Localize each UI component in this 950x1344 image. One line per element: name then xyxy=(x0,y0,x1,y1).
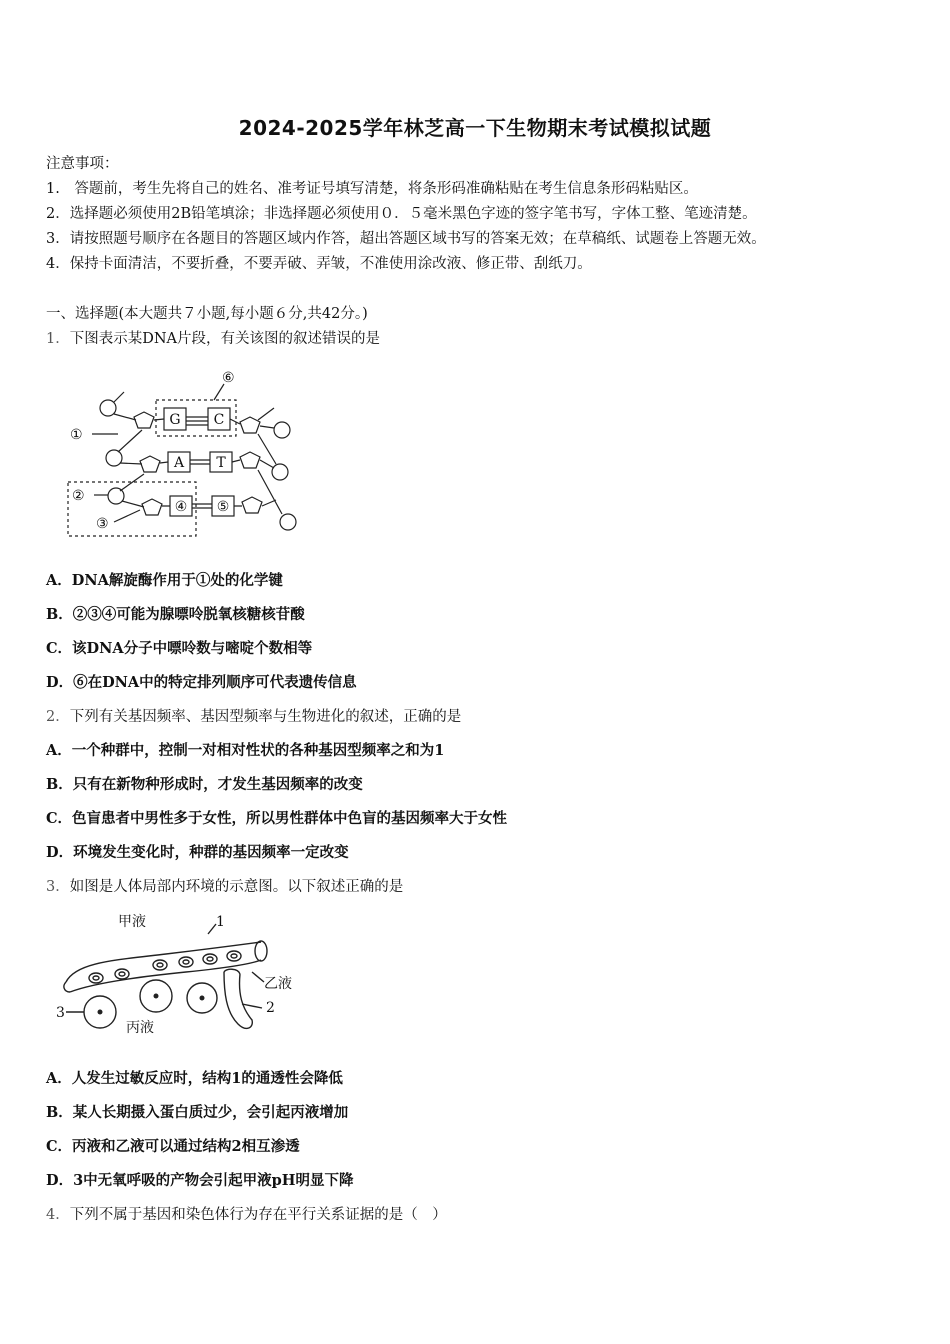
capillary-end xyxy=(255,941,267,961)
page-title: 2024-2025学年林芝高一下生物期末考试模拟试题 xyxy=(238,116,712,140)
question-number: 3． xyxy=(46,879,70,895)
option-b: B．②③④可能为腺嘌呤脱氧核糖核苷酸 xyxy=(46,606,305,623)
structure-label: 3 xyxy=(56,1005,65,1021)
red-blood-cell xyxy=(179,957,193,967)
phosphate-circle xyxy=(272,464,288,480)
red-blood-cell xyxy=(153,960,167,970)
option-c: C．色盲患者中男性多于女性，所以男性群体中色盲的基因频率大于女性 xyxy=(46,810,508,827)
part-label: ② xyxy=(72,488,85,504)
dna-figure xyxy=(62,362,312,540)
question-stem: 如图是人体局部内环境的示意图。以下叙述正确的是 xyxy=(69,879,404,895)
red-blood-cell xyxy=(203,954,217,964)
option-d: D．环境发生变化时，种群的基因频率一定改变 xyxy=(46,844,349,861)
question-4 xyxy=(46,1203,447,1224)
phosphate-circle xyxy=(274,422,290,438)
notice-item: 4．保持卡面清洁，不要折叠，不要弄破、弄皱，不准使用涂改液、修正带、刮纸刀。 xyxy=(46,256,592,272)
question-stem: 下图表示某DNA片段，有关该图的叙述错误的是 xyxy=(69,331,381,347)
option-a: A．DNA解旋酶作用于①处的化学键 xyxy=(46,572,283,589)
part-label: ⑥ xyxy=(222,370,235,386)
question-stem: 下列不属于基因和染色体行为存在平行关系证据的是（ ） xyxy=(69,1207,447,1223)
sugar-pentagon xyxy=(240,417,260,433)
base-label: C xyxy=(213,412,225,428)
option-a: A．一个种群中，控制一对相对性状的各种基因型频率之和为1 xyxy=(46,742,445,759)
notice-item: 2．选择题必须使用2B铅笔填涂；非选择题必须使用０．５毫米黑色字迹的签字笔书写，字体工整、笔迹清楚。 xyxy=(46,206,757,222)
fluid-label: 乙液 xyxy=(264,976,292,992)
structure-label: 2 xyxy=(266,1000,275,1016)
phosphate-circle xyxy=(106,450,122,466)
red-blood-cell xyxy=(89,973,103,983)
question-3 xyxy=(46,875,403,896)
sugar-pentagon xyxy=(240,452,260,468)
part-label: ③ xyxy=(96,516,109,532)
question-number: 4． xyxy=(46,1207,70,1223)
question-2 xyxy=(46,705,461,726)
base-label: T xyxy=(216,455,226,471)
fluid-label: 甲液 xyxy=(118,914,146,930)
base-label: G xyxy=(169,412,181,428)
part-label: ① xyxy=(70,427,83,443)
phosphate-circle xyxy=(280,514,296,530)
option-b: B．某人长期摄入蛋白质过少，会引起丙液增加 xyxy=(46,1104,349,1121)
option-b: B．只有在新物种形成时，才发生基因频率的改变 xyxy=(46,776,363,793)
option-c: C．丙液和乙液可以通过结构2相互渗透 xyxy=(46,1138,300,1155)
fluid-label: 丙液 xyxy=(126,1020,154,1036)
question-stem: 下列有关基因频率、基因型频率与生物进化的叙述，正确的是 xyxy=(69,709,462,725)
question-number: 2． xyxy=(46,709,70,725)
sugar-pentagon xyxy=(242,497,262,513)
phosphate-circle xyxy=(100,400,116,416)
notice-heading: 注意事项： xyxy=(46,156,119,172)
sugar-pentagon xyxy=(134,412,154,428)
sugar-pentagon xyxy=(140,456,160,472)
option-d: D．3中无氧呼吸的产物会引起甲液pH明显下降 xyxy=(46,1172,354,1189)
part-label: ⑤ xyxy=(216,499,230,515)
sugar-pentagon xyxy=(142,499,162,515)
question-1 xyxy=(46,327,380,348)
option-c: C．该DNA分子中嘌呤数与嘧啶个数相等 xyxy=(46,640,313,657)
tissue-figure xyxy=(56,912,296,1042)
question-number: 1． xyxy=(46,331,70,347)
option-d: D．⑥在DNA中的特定排列顺序可代表遗传信息 xyxy=(46,674,357,691)
structure-label: 1 xyxy=(216,914,225,930)
section-heading: 一、选择题(本大题共７小题,每小题６分,共42分。) xyxy=(46,306,368,322)
red-blood-cell xyxy=(115,969,129,979)
option-a: A．人发生过敏反应时，结构1的通透性会降低 xyxy=(46,1070,343,1087)
notice-item: 1. 答题前，考生先将自己的姓名、准考证号填写清楚，将条形码准确粘贴在考生信息条形码粘贴区。 xyxy=(46,181,698,197)
notice-item: 3．请按照题号顺序在各题目的答题区域内作答，超出答题区域书写的答案无效；在草稿纸、试题卷上答题无效。 xyxy=(46,231,766,247)
base-label: A xyxy=(173,455,185,471)
part-label: ④ xyxy=(174,499,188,515)
red-blood-cell xyxy=(227,951,241,961)
lymph-vessel xyxy=(224,972,252,1028)
